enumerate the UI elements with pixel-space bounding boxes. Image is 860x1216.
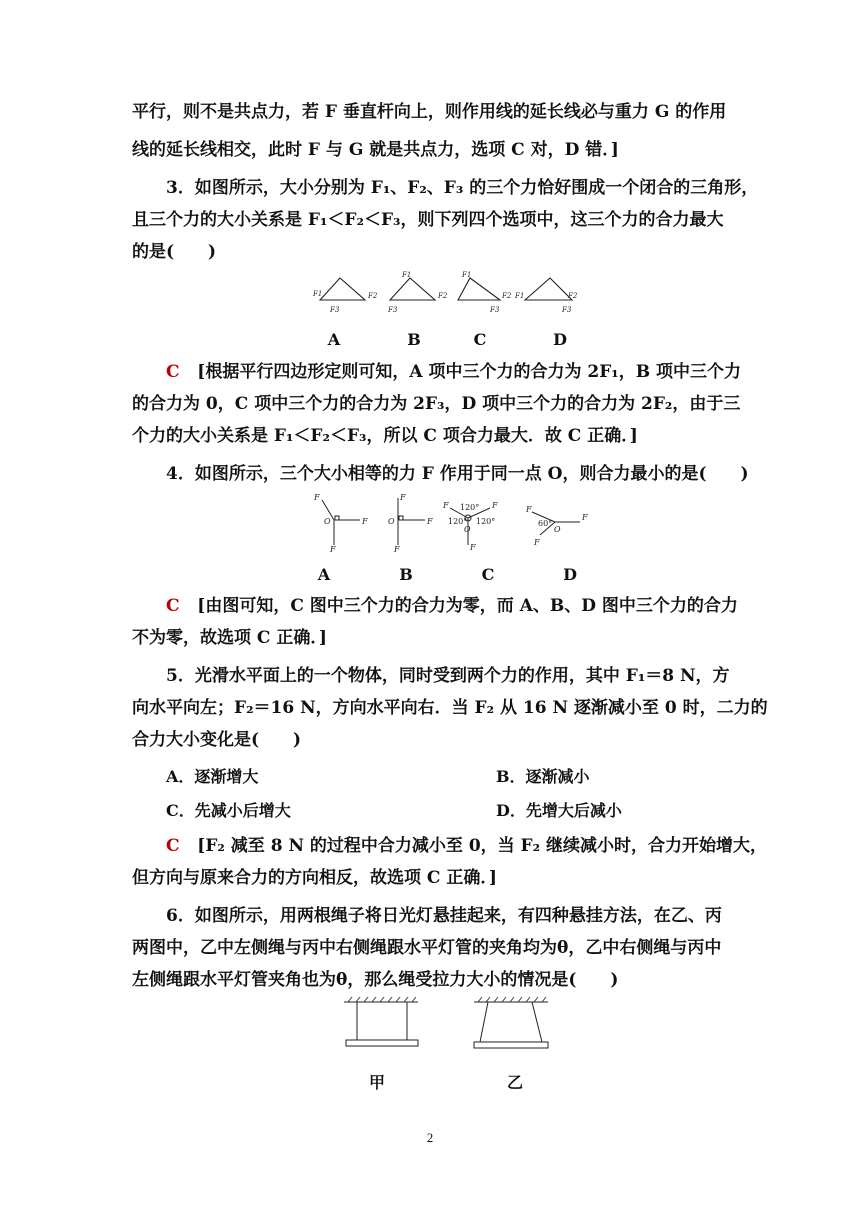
option-d: D．先增大后减小 [496, 801, 622, 820]
force-label: F2 [438, 292, 448, 300]
force-label: F1 [313, 290, 323, 298]
text-line: 左侧绳跟水平灯管夹角也为θ，那么绳受拉力大小的情况是( ) [132, 970, 619, 990]
force-label: F [582, 513, 588, 522]
point-label: O [388, 517, 395, 526]
force-label: F [394, 545, 400, 554]
question-4: 4．如图所示，三个大小相等的力 F 作用于同一点 O，则合力最小的是( ) [166, 464, 749, 484]
page-number: 2 [426, 1130, 434, 1145]
answer-letter: C [166, 836, 180, 856]
force-label: F [330, 545, 336, 554]
force-label: F1 [462, 271, 472, 279]
text-line: 两图中，乙中左侧绳与丙中右侧绳跟水平灯管的夹角均为θ，乙中右侧绳与丙中 [132, 938, 722, 958]
text-line: 平行，则不是共点力，若 F 垂直杆向上，则作用线的延长线必与重力 G 的作用 [132, 102, 727, 122]
fig-label-c: C [473, 330, 487, 349]
text-line: 个力的大小关系是 F₁＜F₂＜F₃，所以 C 项合力最大．故 C 正确．] [132, 426, 638, 446]
text-line: 不为零，故选项 C 正确．] [132, 628, 327, 648]
q4-figure [300, 490, 600, 560]
text-line: 合力大小变化是( ) [132, 730, 302, 750]
fig-label-a: A [327, 330, 341, 349]
fig-label-b: B [399, 565, 413, 584]
force-label: F3 [388, 306, 398, 314]
force-label: F [362, 517, 368, 526]
angle-label: 120° [476, 517, 496, 526]
question-5: 5．光滑水平面上的一个物体，同时受到两个力的作用，其中 F₁＝8 N，方 [166, 666, 730, 686]
question-3: 3．如图所示，大小分别为 F₁、F₂、F₃ 的三个力恰好围成一个闭合的三角形， [166, 178, 759, 198]
force-label: F [492, 501, 498, 510]
force-label: F2 [502, 292, 512, 300]
fig-label-c: C [481, 565, 495, 584]
force-label: F1 [515, 292, 525, 300]
fig-label-d: D [563, 565, 577, 584]
force-label: F [534, 538, 540, 547]
point-label: O [324, 517, 331, 526]
point-label: O [464, 525, 471, 534]
force-label: F [443, 501, 449, 510]
q3-figure [310, 268, 590, 320]
text-line: 线的延长线相交，此时 F 与 G 就是共点力，选项 C 对，D 错．] [132, 140, 619, 160]
force-label: F [314, 493, 320, 502]
q6-figure [340, 996, 560, 1058]
point-label: O [554, 525, 561, 534]
angle-label: 120° [448, 517, 468, 526]
force-label: F3 [330, 306, 340, 314]
option-c: C．先减小后增大 [166, 801, 291, 820]
force-label: F [470, 543, 476, 552]
force-label: F [526, 505, 532, 514]
force-label: F [427, 517, 433, 526]
text-line: 的是( ) [132, 242, 217, 262]
text-line: 的合力为 0，C 项中三个力的合力为 2F₃，D 项中三个力的合力为 2F₂，由于三 [132, 394, 741, 414]
answer-4-line: C [由图可知，C 图中三个力的合力为零，而 A、B、D 图中三个力的合力 [166, 596, 738, 616]
option-b: B．逐渐减小 [496, 767, 590, 786]
angle-label: 60° [538, 519, 553, 528]
text-line: 但方向与原来合力的方向相反，故选项 C 正确．] [132, 868, 497, 888]
fig-label-d: D [553, 330, 567, 349]
answer-letter: C [166, 596, 180, 616]
fig-label-b: B [407, 330, 421, 349]
force-label: F1 [402, 271, 412, 279]
answer-5-line: C [F₂ 减至 8 N 的过程中合力减小至 0，当 F₂ 继续减小时，合力开始增大， [166, 836, 767, 856]
fig-label-a: A [317, 565, 331, 584]
question-6: 6．如图所示，用两根绳子将日光灯悬挂起来，有四种悬挂方法，在乙、丙 [166, 906, 722, 926]
fig-label-yi: 乙 [506, 1073, 523, 1092]
text-line: 向水平向左；F₂＝16 N，方向水平向右．当 F₂ 从 16 N 逐渐减小至 0 时，二力的 [132, 698, 768, 718]
force-label: F3 [490, 306, 500, 314]
force-label: F2 [568, 292, 578, 300]
angle-label: 120° [460, 503, 480, 512]
option-a: A．逐渐增大 [166, 767, 259, 786]
force-label: F3 [562, 306, 572, 314]
force-label: F [400, 493, 406, 502]
answer-letter: C [166, 362, 180, 382]
fig-label-jia: 甲 [368, 1073, 385, 1092]
text-line: 且三个力的大小关系是 F₁＜F₂＜F₃，则下列四个选项中，这三个力的合力最大 [132, 210, 724, 230]
answer-3-line: C [根据平行四边形定则可知，A 项中三个力的合力为 2F₁，B 项中三个力 [166, 362, 741, 382]
force-label: F2 [368, 292, 378, 300]
